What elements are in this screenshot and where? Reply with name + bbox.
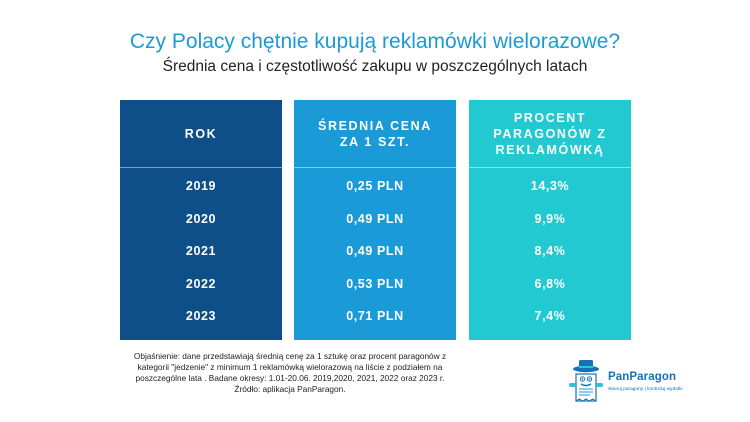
table-cell-price: 0,53 PLN	[346, 276, 404, 291]
logo-name: PanParagon	[608, 371, 677, 383]
table-cell-year: 2022	[185, 276, 217, 291]
table-cell-percent: 14,3%	[530, 179, 570, 194]
column-header-year: ROK	[184, 126, 218, 141]
table-cell-price: 0,71 PLN	[346, 309, 404, 324]
table-cell-percent: 8,4%	[534, 244, 566, 259]
table-cell-percent: 9,9%	[534, 211, 566, 226]
table-cell-year: 2020	[185, 211, 217, 226]
table-column-price	[294, 100, 456, 340]
column-header-percent: PROCENT PARAGONÓW Z REKLAMÓWKĄ	[493, 110, 607, 157]
table-cell-year: 2021	[185, 244, 217, 259]
chart-subtitle: Średnia cena i częstotliwość zakupu w poszczególnych latach	[162, 58, 588, 75]
footnote	[120, 351, 460, 395]
chart-title: Czy Polacy chętnie kupują reklamówki wielorazowe?	[129, 30, 621, 53]
table-cell-year: 2019	[185, 179, 217, 194]
table-cell-percent: 7,4%	[534, 309, 566, 324]
table-cell-year: 2023	[185, 309, 217, 324]
footnote-line: kategorii "jedzenie" z minimum 1 reklamówką wielorazową na liście z podziałem na	[137, 362, 443, 372]
table-cell-price: 0,25 PLN	[346, 179, 404, 194]
footnote-line: poszczególne lata . Badane okresy: 1.01-20.06. 2019,2020, 2021, 2022 oraz 2023 r.	[135, 373, 445, 383]
panparagon-mascot-icon	[566, 357, 606, 403]
table-cell-price: 0,49 PLN	[346, 244, 404, 259]
panparagon-logo	[566, 357, 686, 403]
table-cell-price: 0,49 PLN	[346, 211, 404, 226]
footnote-line: Objaśnienie: dane przedstawiają średnią cenę za 1 sztukę oraz procent paragonów z	[133, 351, 447, 361]
footnote-source: Źródło: aplikacja PanParagon.	[234, 384, 346, 394]
logo-tagline: skanuj paragony | kontroluj wydatki	[608, 387, 683, 392]
table-column-year	[120, 100, 282, 340]
table-cell-percent: 6,8%	[534, 276, 566, 291]
column-header-price: ŚREDNIA CENA ZA 1 SZT.	[318, 118, 432, 149]
table-column-percent	[469, 100, 631, 340]
